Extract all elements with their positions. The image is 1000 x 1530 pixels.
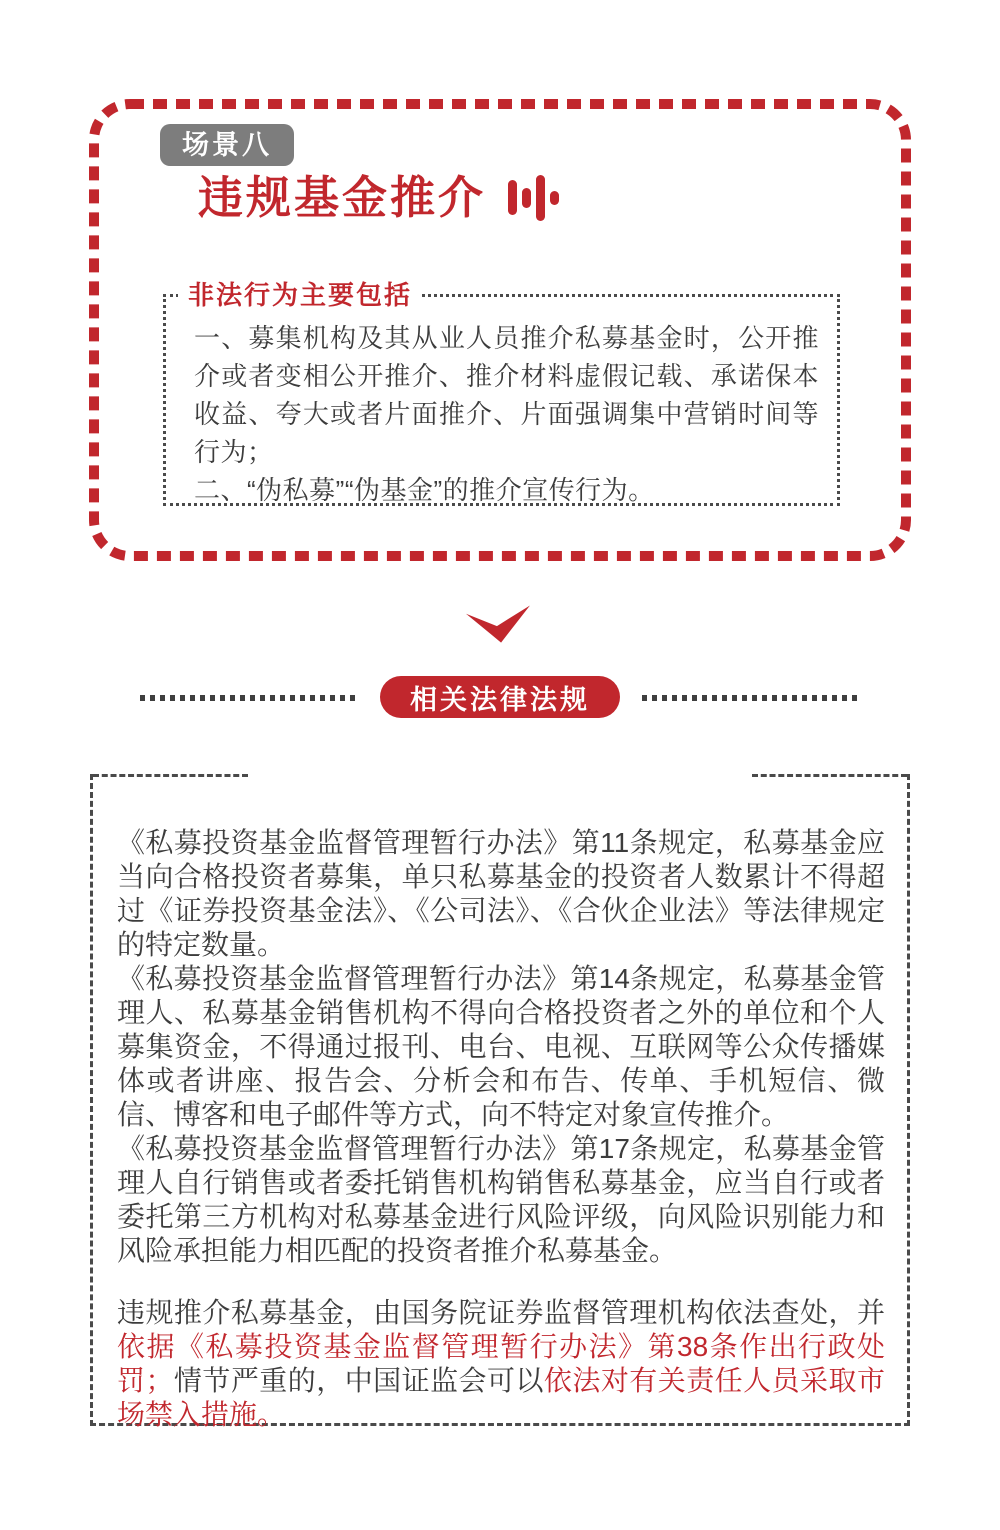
law-paragraph: 《私募投资基金监督管理暂行办法》第17条规定，私募基金管理人自行销售或者委托销售机构销售私募基金，应当自行或者委托第三方机构对私募基金进行风险评级，向风险识别能力和风险承担能力相匹配的投资者推介私募基金。	[117, 1133, 885, 1266]
divider-dash-left	[140, 695, 358, 701]
chevron-down-icon	[466, 604, 532, 644]
law-plain-text: 情节严重的，中国证监会可以	[173, 1365, 544, 1396]
law-paragraph: 《私募投资基金监督管理暂行办法》第14条规定，私募基金管理人、私募基金销售机构不得向合格投资者之外的单位和个人募集资金，不得通过报刊、电台、电视、互联网等公众传播媒体或者讲座、报告会、分析会和布告、传单、手机短信、微信、博客和电子邮件等方式，向不特定对象宣传推介。	[117, 963, 885, 1130]
illegal-act-item: 一、募集机构及其从业人员推介私募基金时，公开推介或者变相公开推介、推介材料虚假记载、承诺保本收益、夸大或者片面推介、片面强调集中营销时间等行为；	[194, 323, 819, 467]
law-highlight-text: 依据《私募投资基金监督管理暂行办法》第38条作出行政处罚；	[117, 1331, 885, 1396]
law-content	[93, 774, 907, 1432]
illegal-acts-box	[163, 280, 840, 506]
divider-dash-right	[642, 695, 860, 701]
illegal-acts-list	[166, 297, 837, 509]
section-divider	[0, 676, 1000, 718]
illegal-act-item: 二、“伪私募”“伪基金”的推介宣传行为。	[194, 475, 655, 505]
scene-badge: 场景八	[160, 124, 294, 166]
law-box-top-border-left	[93, 774, 248, 777]
law-plain-text: 违规推介私募基金，由国务院证券监督管理机构依法查处，并	[117, 1297, 885, 1328]
title-row	[198, 172, 559, 224]
sound-bars-icon	[508, 174, 559, 222]
law-paragraph: 《私募投资基金监督管理暂行办法》第11条规定，私募基金应当向合格投资者募集，单只私募基金的投资者人数累计不得超过《证券投资基金法》、《公司法》、《合伙企业法》等法律规定的特定数量。	[117, 827, 885, 960]
scene-card	[88, 98, 912, 562]
page-title: 违规基金推介	[198, 172, 487, 223]
related-laws-pill: 相关法律法规	[380, 676, 620, 718]
law-box	[90, 774, 910, 1430]
law-highlight-text: 依法对有关责任人员采取市场禁入措施。	[117, 1365, 885, 1430]
illegal-acts-label: 非法行为主要包括	[178, 280, 422, 311]
law-paragraphs	[117, 826, 885, 1268]
law-box-top-border-right	[752, 774, 907, 777]
law-final-paragraph	[117, 1296, 885, 1432]
